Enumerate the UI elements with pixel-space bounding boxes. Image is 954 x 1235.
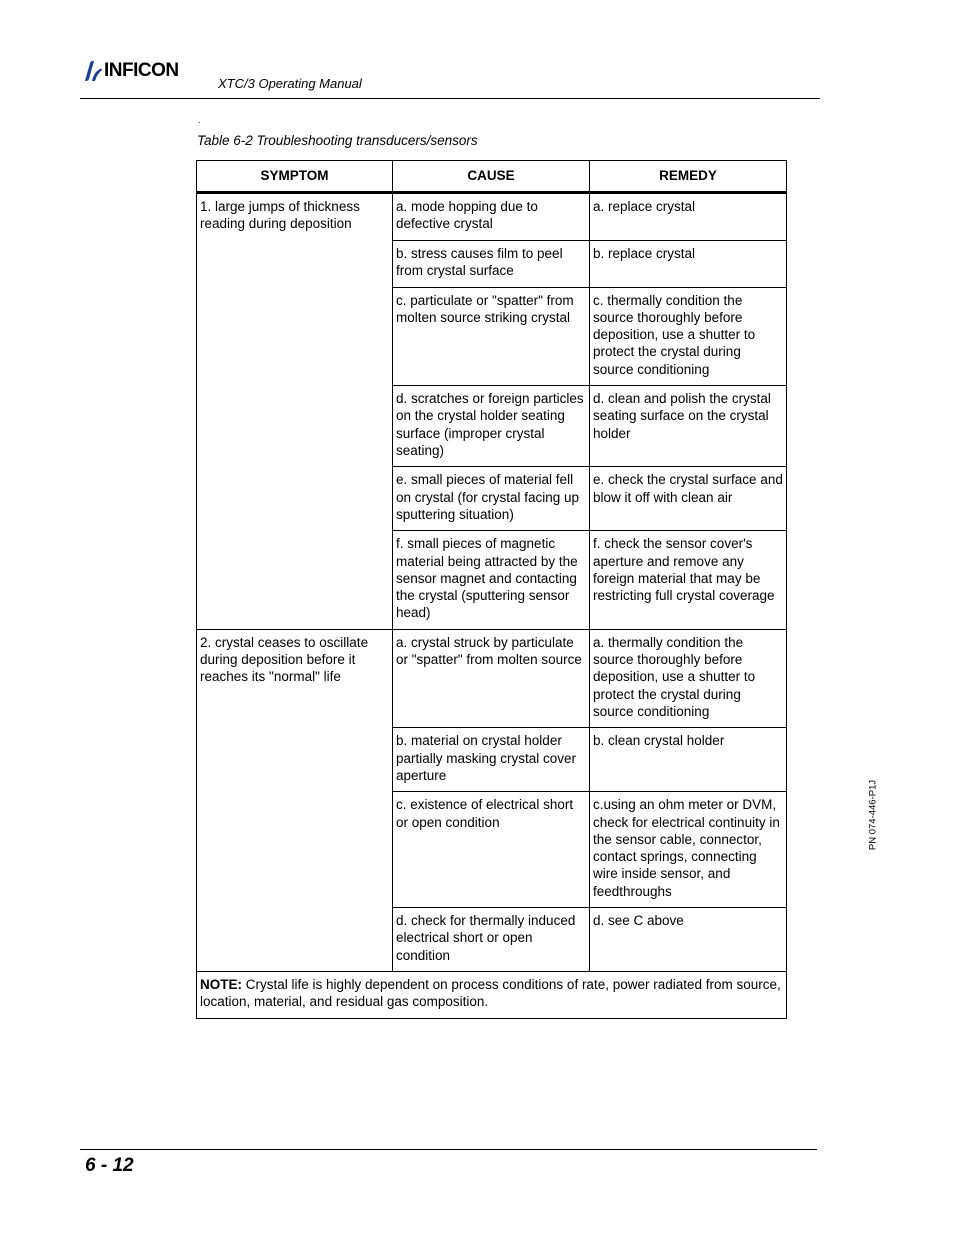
stray-dot: . — [198, 115, 201, 125]
remedy-cell: f. check the sensor cover's aperture and remove any foreign material that may be restricting full crystal coverage — [590, 531, 787, 629]
cause-cell: a. crystal struck by particulate or "spatter" from molten source — [393, 629, 590, 727]
inficon-logo — [81, 60, 179, 82]
table-header-row — [197, 161, 787, 193]
remedy-cell: c. thermally condition the source thoroughly before deposition, use a shutter to protect the crystal during source conditioning — [590, 287, 787, 385]
inficon-logo-mark-icon — [81, 60, 103, 82]
cause-cell: c. existence of electrical short or open condition — [393, 792, 590, 908]
part-number-vertical — [866, 780, 880, 850]
remedy-cell: b. replace crystal — [590, 240, 787, 287]
cause-cell: e. small pieces of material fell on crystal (for crystal facing up sputtering situation) — [393, 467, 590, 531]
symptom-cell: 2. crystal ceases to oscillate during deposition before it reaches its "normal" life — [197, 629, 393, 971]
remedy-cell: a. thermally condition the source thoroughly before deposition, use a shutter to protect the crystal during source conditioning — [590, 629, 787, 727]
troubleshooting-table — [196, 160, 787, 1019]
part-number-text: PN 074-446-P1J — [867, 779, 879, 851]
logo-text: INFICON — [104, 60, 179, 81]
cause-header: CAUSE — [393, 161, 590, 193]
remedy-cell: d. see C above — [590, 908, 787, 972]
cause-cell: d. scratches or foreign particles on the crystal holder seating surface (improper crystal seating) — [393, 386, 590, 467]
cause-cell: b. material on crystal holder partially masking crystal cover aperture — [393, 728, 590, 792]
remedy-cell: c.using an ohm meter or DVM, check for electrical continuity in the sensor cable, connector, contact springs, connecting wire inside sensor, and feedthroughs — [590, 792, 787, 908]
remedy-cell: b. clean crystal holder — [590, 728, 787, 792]
table-row — [197, 193, 787, 241]
note-cell — [197, 972, 787, 1019]
footer-divider — [80, 1149, 817, 1150]
table-row — [197, 629, 787, 727]
cause-cell: b. stress causes film to peel from crystal surface — [393, 240, 590, 287]
symptom-header: SYMPTOM — [197, 161, 393, 193]
note-text: Crystal life is highly dependent on process conditions of rate, power radiated from source, location, material, and residual gas composition. — [200, 977, 781, 1010]
table-caption: Table 6-2 Troubleshooting transducers/sensors — [197, 133, 478, 148]
page-number: 6 - 12 — [85, 1155, 134, 1176]
remedy-cell: a. replace crystal — [590, 193, 787, 241]
remedy-cell: d. clean and polish the crystal seating surface on the crystal holder — [590, 386, 787, 467]
note-row — [197, 972, 787, 1019]
remedy-header: REMEDY — [590, 161, 787, 193]
header-divider — [80, 98, 820, 99]
cause-cell: c. particulate or "spatter" from molten source striking crystal — [393, 287, 590, 385]
symptom-cell: 1. large jumps of thickness reading during deposition — [197, 193, 393, 630]
note-label: NOTE: — [200, 977, 242, 993]
cause-cell: d. check for thermally induced electrical short or open condition — [393, 908, 590, 972]
cause-cell: f. small pieces of magnetic material being attracted by the sensor magnet and contacting the crystal (sputtering sensor head) — [393, 531, 590, 629]
remedy-cell: e. check the crystal surface and blow it off with clean air — [590, 467, 787, 531]
cause-cell: a. mode hopping due to defective crystal — [393, 193, 590, 241]
manual-title: XTC/3 Operating Manual — [218, 76, 362, 91]
